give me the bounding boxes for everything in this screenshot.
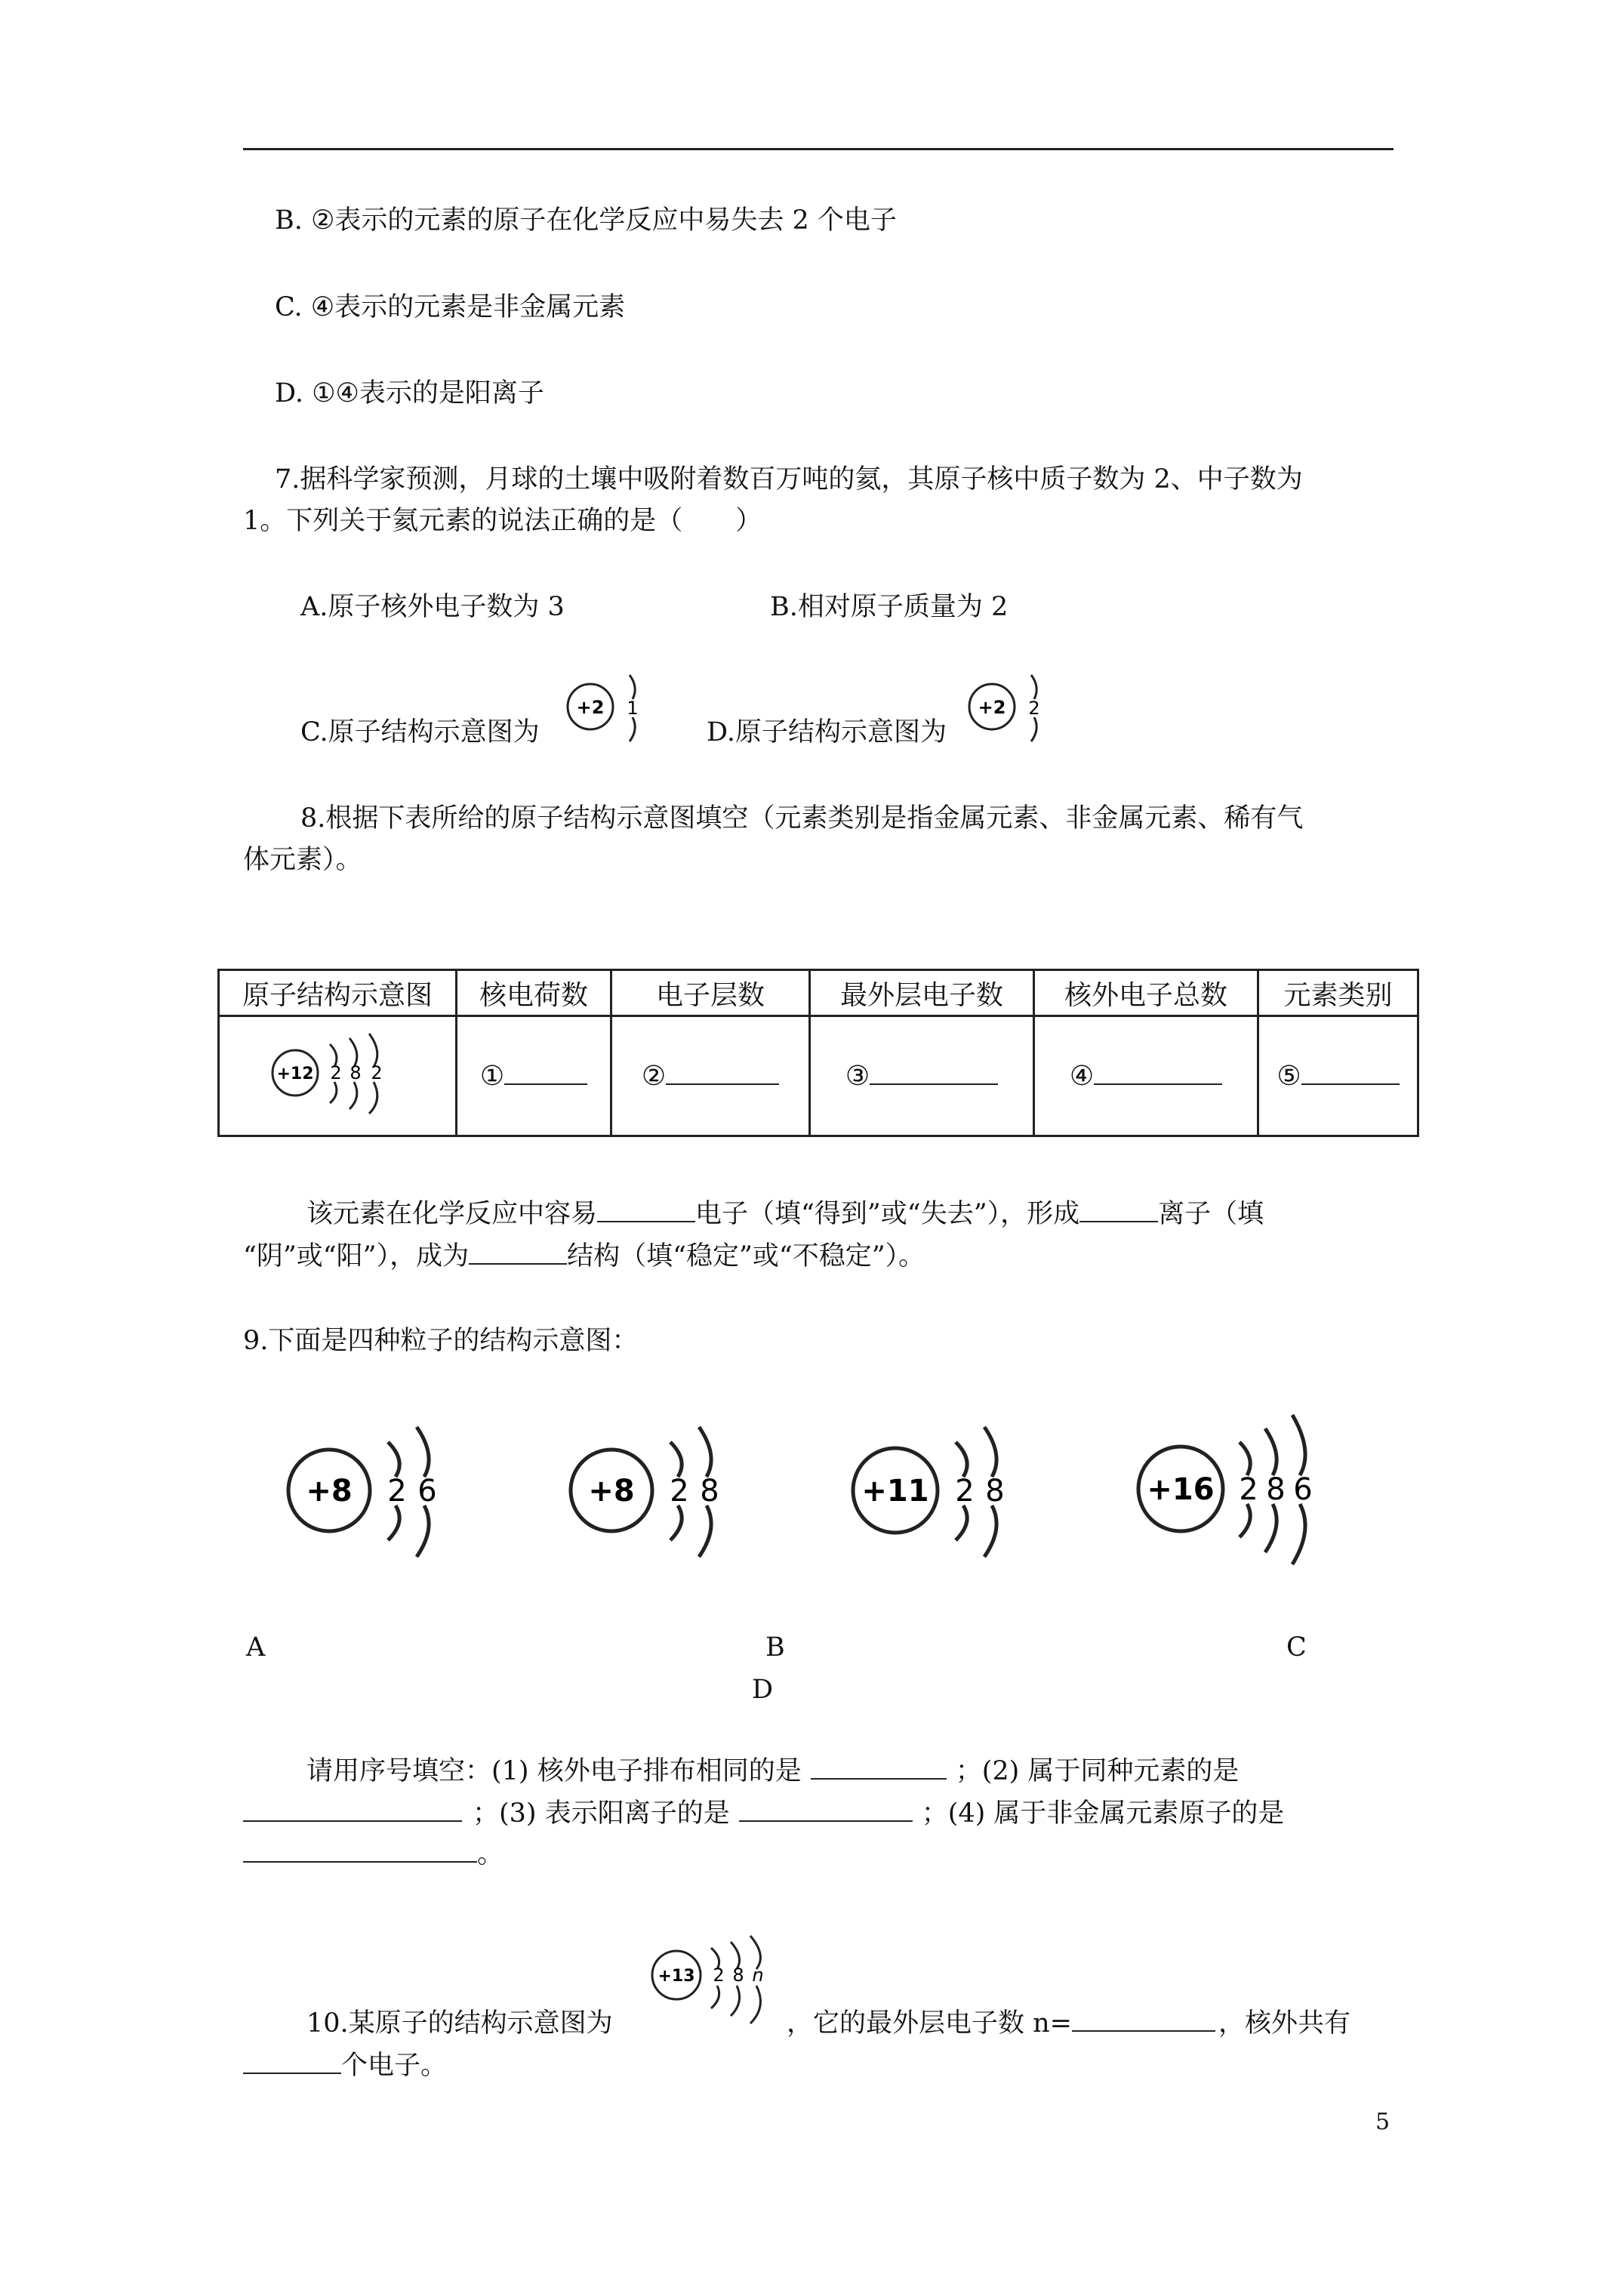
q9-label-a: A xyxy=(246,1632,266,1663)
text-segment: ，核外共有 xyxy=(1218,2008,1351,2039)
shell-electrons: 1 xyxy=(627,698,639,719)
shell-arc-bottom xyxy=(711,1986,719,2008)
shell-electrons: 8 xyxy=(700,1474,719,1509)
answer-blank[interactable] xyxy=(666,1083,779,1085)
nucleus-charge: +16 xyxy=(1147,1472,1215,1507)
shell-electrons: 6 xyxy=(417,1474,437,1509)
q6-option-d: D. ①④表示的是阳离子 xyxy=(275,378,544,408)
q9-label-b: B xyxy=(765,1632,785,1663)
q9-diagram-c xyxy=(847,1415,1043,1566)
shell-electrons: 2 xyxy=(955,1474,975,1509)
text-segment: 离子（填 xyxy=(1158,1199,1264,1229)
q7-stem-line2: 1。下列关于氦元素的说法正确的是（ ） xyxy=(243,506,762,536)
q7-diagram-c xyxy=(563,670,654,746)
shell-arc-top xyxy=(388,1442,399,1477)
answer-blank[interactable] xyxy=(870,1083,998,1085)
answer-blank[interactable] xyxy=(243,2073,341,2074)
shell-arc-bottom xyxy=(956,1505,967,1540)
q7-option-a: A.原子核外电子数为 3 xyxy=(300,592,565,622)
shell-arc-top xyxy=(1240,1442,1250,1475)
shell-electrons: 2 xyxy=(387,1474,407,1509)
nucleus-charge: +8 xyxy=(588,1474,635,1509)
table-cell-blank xyxy=(457,1016,611,1136)
text-segment: 个电子。 xyxy=(341,2051,448,2081)
answer-blank[interactable] xyxy=(1301,1083,1400,1085)
shell-arc-top xyxy=(1265,1428,1277,1475)
answer-blank[interactable] xyxy=(243,1820,462,1822)
answer-mark: ⑤ xyxy=(1277,1060,1301,1092)
shell-arc-bottom xyxy=(630,717,635,741)
text-segment: 电子（填“得到”或“失去”），形成 xyxy=(695,1199,1080,1229)
text-segment: 。 xyxy=(477,1839,504,1869)
shell-electrons: 2 xyxy=(371,1062,383,1083)
q8-after-line1 xyxy=(306,1196,1264,1232)
shell-arc-bottom xyxy=(1292,1504,1305,1564)
shell-electrons: 2 xyxy=(1028,698,1040,719)
shell-arc-bottom xyxy=(1240,1504,1250,1537)
shell-electrons: 2 xyxy=(713,1965,725,1986)
answer-mark: ④ xyxy=(1069,1060,1095,1092)
shell-electrons: 8 xyxy=(732,1965,744,1986)
q6-option-c: C. ④表示的元素是非金属元素 xyxy=(275,292,626,322)
q7-option-b: B.相对原子质量为 2 xyxy=(770,592,1009,622)
table-header: 核电荷数 xyxy=(457,970,611,1016)
q7-option-d: D.原子结构示意图为 xyxy=(707,717,947,747)
answer-blank[interactable] xyxy=(811,1778,947,1780)
answer-blank[interactable] xyxy=(1079,1221,1158,1222)
shell-arc-bottom xyxy=(670,1505,682,1540)
shell-arc-bottom xyxy=(388,1505,399,1540)
answer-mark: ③ xyxy=(845,1060,870,1092)
q7-option-c: C.原子结构示意图为 xyxy=(300,717,540,747)
nucleus-charge: +12 xyxy=(276,1064,314,1083)
q9-label-d: D xyxy=(752,1675,774,1705)
shell-electrons: n xyxy=(752,1965,764,1986)
q6-option-b: B. ②表示的元素的原子在化学反应中易失去 2 个电子 xyxy=(275,205,897,236)
table-header-row xyxy=(219,970,1418,1016)
shell-arc-top xyxy=(1031,675,1036,699)
shell-arc-bottom xyxy=(369,1082,377,1114)
q9-fill-line1 xyxy=(306,1753,1239,1789)
shell-arc-top xyxy=(630,675,635,699)
shell-arc-bottom xyxy=(330,1082,337,1103)
table-header: 原子结构示意图 xyxy=(219,970,457,1016)
table-header: 元素类别 xyxy=(1258,970,1418,1016)
table-row xyxy=(219,1016,1418,1136)
shell-arc-top xyxy=(670,1442,682,1477)
answer-mark: ① xyxy=(479,1060,505,1092)
q10-text-line1 xyxy=(787,2005,1350,2042)
answer-blank[interactable] xyxy=(739,1820,913,1822)
q8-stem-line1: 8.根据下表所给的原子结构示意图填空（元素类别是指金属元素、非金属元素、稀有气 xyxy=(300,803,1304,834)
table-cell-blank xyxy=(1258,1016,1418,1136)
text-segment: ；(3) 表示阳离子的是 xyxy=(473,1798,730,1829)
q9-fill-line3 xyxy=(243,1836,504,1872)
text-segment: 该元素在化学反应中容易 xyxy=(306,1199,598,1229)
answer-blank[interactable] xyxy=(1094,1083,1222,1085)
text-segment: ；(4) 属于非金属元素原子的是 xyxy=(921,1798,1285,1829)
shell-arc-bottom xyxy=(350,1082,357,1109)
table-cell-blank xyxy=(810,1016,1034,1136)
answer-blank[interactable] xyxy=(504,1083,587,1085)
answer-blank[interactable] xyxy=(597,1221,695,1222)
answer-blank[interactable] xyxy=(469,1263,567,1265)
shell-arc-top xyxy=(699,1427,711,1477)
answer-mark: ② xyxy=(641,1060,667,1092)
q8-after-line2 xyxy=(243,1238,925,1274)
header-rule xyxy=(243,148,1394,150)
q7-diagram-d xyxy=(965,670,1055,746)
q9-diagram-d xyxy=(1132,1409,1351,1567)
nucleus-charge: +11 xyxy=(861,1474,929,1509)
q8-stem-line2: 体元素）。 xyxy=(243,845,362,875)
q7-stem-line1: 7.据科学家预测，月球的土壤中吸附着数百万吨的氦，其原子核中质子数为 2、中子数为 xyxy=(275,464,1303,495)
shell-arc-bottom xyxy=(1031,717,1036,741)
shell-electrons: 8 xyxy=(985,1474,1005,1509)
q9-diagram-a xyxy=(282,1415,463,1566)
shell-arc-bottom xyxy=(984,1505,996,1557)
q8-atom-diagram xyxy=(262,1028,413,1118)
shell-arc-bottom xyxy=(699,1505,711,1557)
answer-blank[interactable] xyxy=(1072,2030,1215,2032)
text-segment: ；(2) 属于同种元素的是 xyxy=(955,1756,1240,1786)
shell-electrons: 6 xyxy=(1293,1472,1313,1507)
q9-fill-line2 xyxy=(243,1795,1284,1832)
shell-arc-bottom xyxy=(417,1505,429,1557)
table-cell-diagram xyxy=(219,1016,457,1136)
shell-electrons: 2 xyxy=(330,1062,342,1083)
shell-electrons: 2 xyxy=(670,1474,689,1509)
q9-diagram-b xyxy=(565,1415,746,1566)
nucleus-charge: +2 xyxy=(576,697,605,718)
shell-arc-bottom xyxy=(1265,1504,1277,1552)
q10-atom-diagram xyxy=(648,1933,784,2031)
shell-arc-top xyxy=(984,1427,996,1477)
nucleus-charge: +13 xyxy=(658,1967,695,1986)
table-header: 电子层数 xyxy=(611,970,810,1016)
q8-table xyxy=(217,969,1419,1137)
nucleus-charge: +8 xyxy=(306,1474,353,1509)
shell-electrons: 2 xyxy=(1239,1472,1258,1507)
shell-arc-bottom xyxy=(750,1986,760,2023)
shell-arc-top xyxy=(417,1427,429,1477)
q10-text-line2 xyxy=(243,2048,447,2084)
text-segment: 请用序号填空：(1) 核外电子排布相同的是 xyxy=(306,1756,802,1786)
text-segment: 结构（填“稳定”或“不稳定”）。 xyxy=(567,1241,925,1271)
shell-electrons: 8 xyxy=(350,1062,362,1083)
nucleus-charge: +2 xyxy=(978,697,1006,718)
table-cell-blank xyxy=(1034,1016,1258,1136)
text-segment: ，它的最外层电子数 n= xyxy=(787,2008,1072,2039)
answer-blank[interactable] xyxy=(243,1861,477,1863)
text-segment: “阴”或“阳”），成为 xyxy=(243,1241,470,1271)
table-header: 最外层电子数 xyxy=(810,970,1034,1016)
page-number: 5 xyxy=(1375,2109,1390,2135)
table-cell-blank xyxy=(611,1016,810,1136)
shell-arc-top xyxy=(956,1442,967,1477)
shell-arc-bottom xyxy=(731,1986,740,2016)
table-header: 核外电子总数 xyxy=(1034,970,1258,1016)
q9-stem: 9.下面是四种粒子的结构示意图： xyxy=(243,1326,639,1356)
q9-label-c: C xyxy=(1286,1632,1307,1663)
q10-text-a: 10.某原子的结构示意图为 xyxy=(306,2008,613,2039)
shell-arc-top xyxy=(1292,1415,1305,1475)
shell-electrons: 8 xyxy=(1266,1472,1286,1507)
